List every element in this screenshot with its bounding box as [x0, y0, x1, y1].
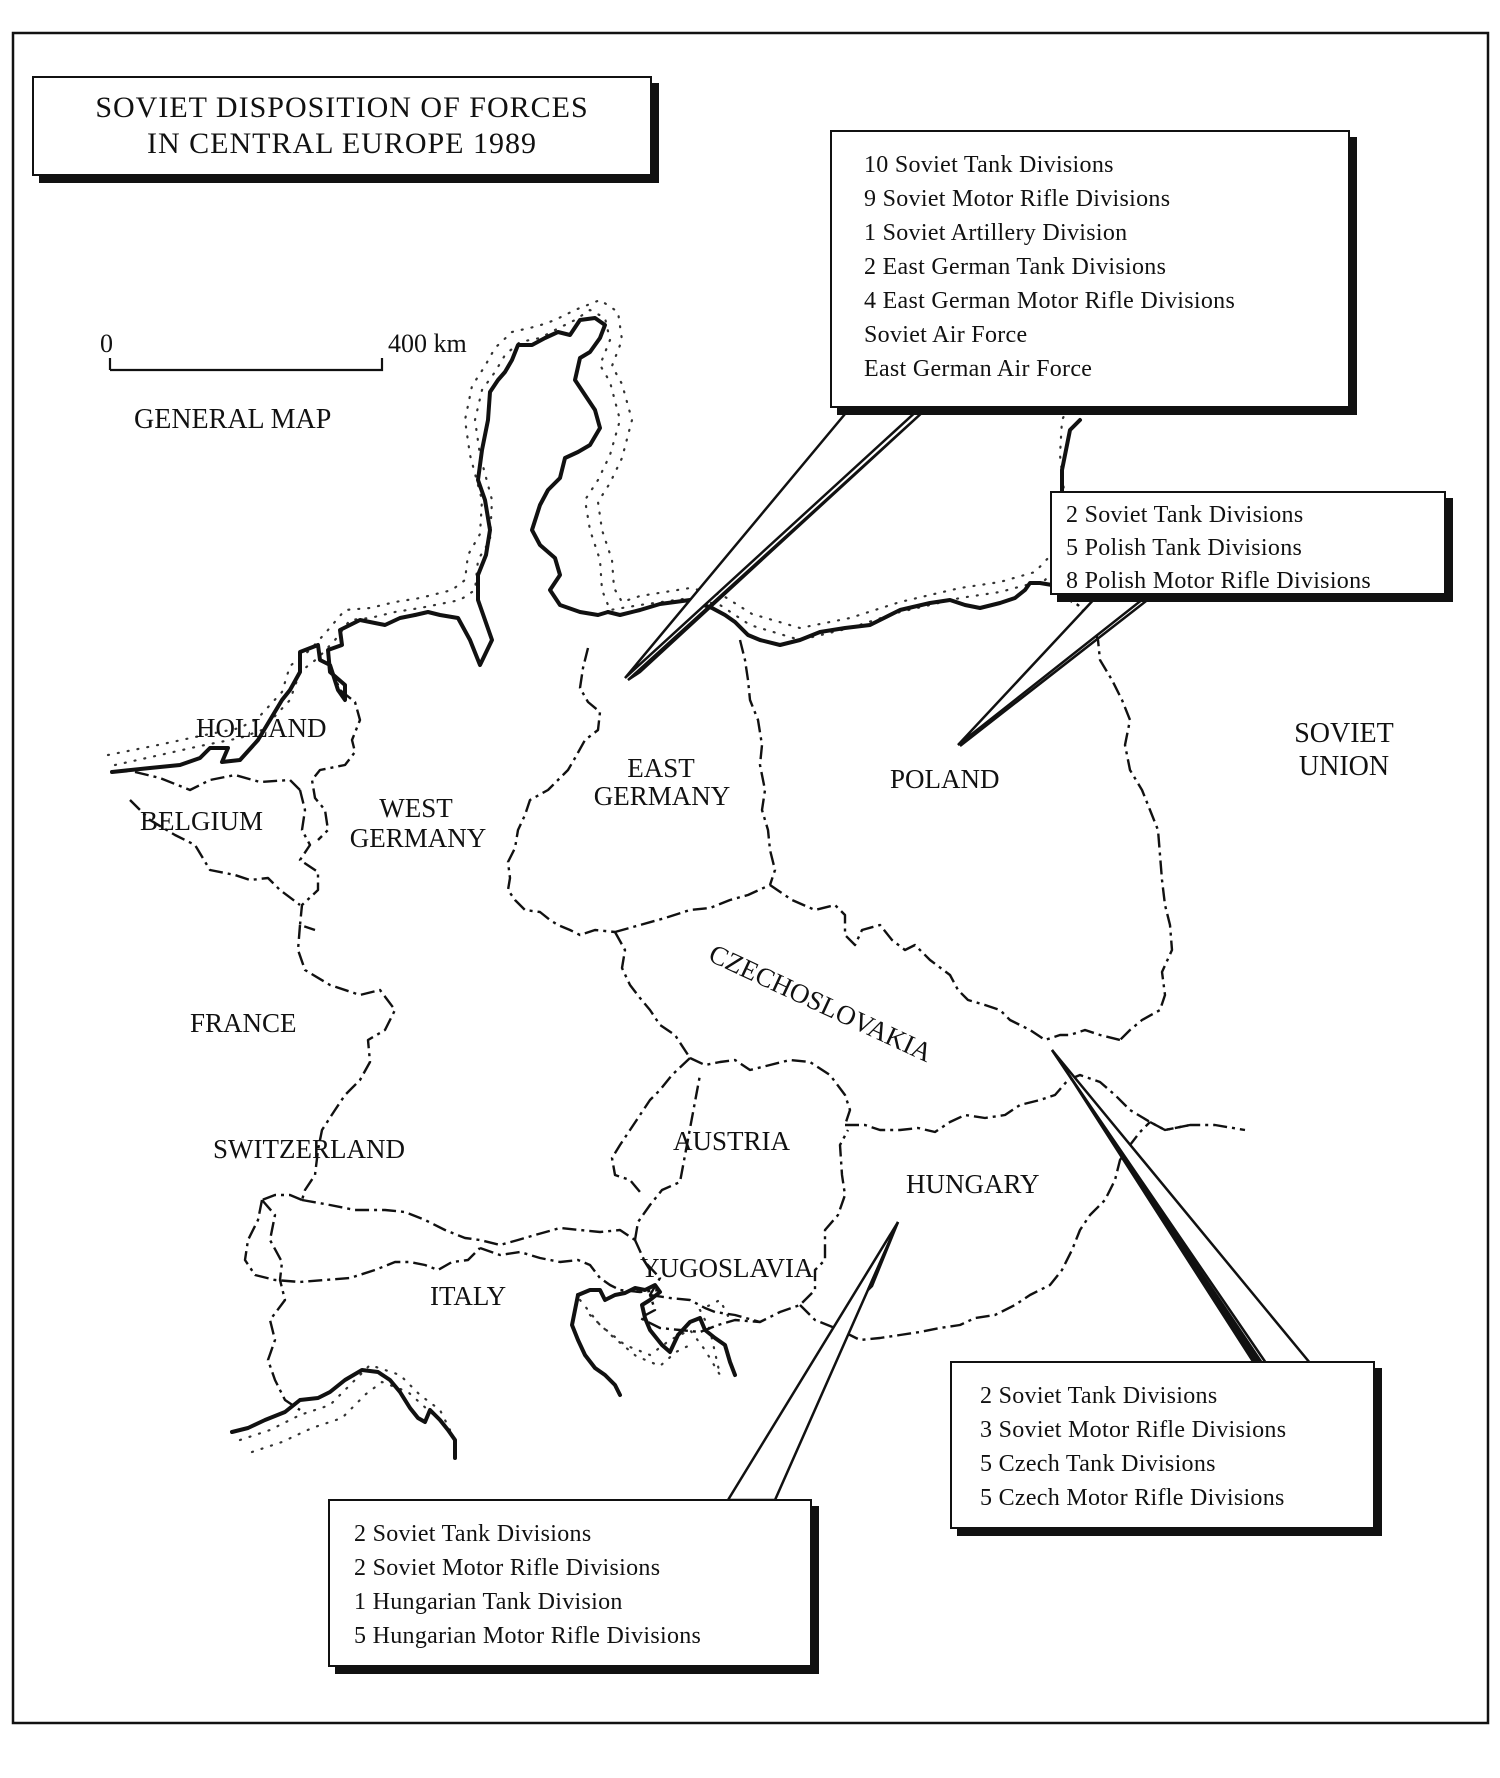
pointer-east-germany: [625, 408, 920, 678]
callout-hungary: [328, 1499, 812, 1667]
callout-line: 8 Polish Motor Rifle Divisions: [1066, 568, 1372, 594]
label-holland: HOLLAND: [196, 713, 327, 743]
label-poland: POLAND: [890, 764, 1000, 794]
border-austria-west-inner: [612, 1058, 690, 1192]
border-eg-czech: [615, 885, 770, 932]
title-line-2: IN CENTRAL EUROPE 1989: [146, 127, 538, 160]
border-italy-france: [262, 1200, 300, 1410]
label-yugoslavia: YUGOSLAVIA: [640, 1253, 814, 1283]
callout-line: 5 Czech Motor Rifle Divisions: [980, 1485, 1285, 1511]
coast-jutland: [415, 318, 608, 665]
callout-line: 2 Soviet Tank Divisions: [980, 1383, 1218, 1409]
label-austria: AUSTRIA: [673, 1126, 791, 1156]
border-austria-inner: [635, 1130, 848, 1332]
callout-poland: [1050, 491, 1446, 595]
title-box: [32, 76, 652, 176]
pointer-czech-shadow: [1052, 1050, 1262, 1363]
callout-line: 1 Soviet Artillery Division: [864, 220, 1128, 246]
border-wg-austria: [302, 1200, 635, 1245]
callout-line: 2 Soviet Tank Divisions: [354, 1521, 592, 1547]
border-holland-germany: [312, 665, 360, 840]
callout-line: 5 Hungarian Motor Rifle Divisions: [354, 1623, 702, 1649]
label-soviet-union-2: UNION: [1298, 751, 1390, 782]
label-west-germany-2: GERMANY: [349, 823, 487, 853]
callout-line: 1 Hungarian Tank Division: [354, 1589, 623, 1615]
coast-adriatic-italy: [232, 1370, 455, 1458]
label-france: FRANCE: [190, 1008, 297, 1038]
border-austria-north: [635, 1075, 700, 1240]
coast-yugoslavia: [578, 1285, 735, 1375]
callout-line: 2 Soviet Motor Rifle Divisions: [354, 1555, 661, 1581]
border-italy-austria: [480, 1248, 660, 1292]
pointer-poland: [958, 595, 1148, 745]
callout-czechoslovakia: [950, 1361, 1375, 1529]
coast-yugo-inner: [572, 1295, 620, 1395]
callout-line: Soviet Air Force: [864, 322, 1028, 348]
label-soviet-union-1: SOVIET: [1294, 718, 1394, 749]
general-map-label: GENERAL MAP: [134, 404, 332, 435]
callout-east-germany: [830, 130, 1350, 408]
pointer-hungary-shadow: [868, 1222, 898, 1290]
pointer-poland-shadow: [960, 598, 1150, 746]
border-eg-poland: [740, 640, 775, 885]
label-switzerland: SWITZERLAND: [213, 1134, 405, 1164]
callout-line: East German Air Force: [864, 356, 1093, 382]
callout-line: 5 Czech Tank Divisions: [980, 1451, 1216, 1477]
border-swiss-france: [262, 1195, 302, 1200]
label-west-germany-1: WEST: [379, 793, 453, 823]
callout-line: 5 Polish Tank Divisions: [1066, 535, 1303, 561]
border-czech-austria: [690, 1058, 850, 1125]
label-czechoslovakia: CZECHOSLOVAKIA: [704, 938, 937, 1068]
border-poland-east: [1060, 595, 1172, 1040]
callout-line: 2 East German Tank Divisions: [864, 254, 1167, 280]
label-hungary: HUNGARY: [906, 1169, 1040, 1199]
sea-stipple: [108, 300, 1072, 1452]
border-switzerland: [245, 1200, 480, 1282]
pointer-czech: [1052, 1050, 1310, 1363]
label-east-germany-1: EAST: [627, 753, 695, 783]
coast-baltic: [608, 583, 1052, 645]
pointer-east-germany-shadow: [628, 410, 925, 680]
label-belgium: BELGIUM: [140, 806, 263, 836]
callout-line: 10 Soviet Tank Divisions: [864, 152, 1114, 178]
scale-start-label: 0: [100, 329, 113, 358]
border-czech-hungary: [845, 1075, 1245, 1132]
callout-line: 2 Soviet Tank Divisions: [1066, 502, 1304, 528]
callout-line: 9 Soviet Motor Rifle Divisions: [864, 186, 1171, 212]
scale-end-label: 400 km: [388, 329, 467, 358]
label-italy: ITALY: [430, 1281, 507, 1311]
border-wg-czech: [615, 932, 690, 1058]
border-belgium-germany: [300, 790, 318, 930]
title-line-1: SOVIET DISPOSITION OF FORCES: [95, 91, 589, 124]
label-east-germany-2: GERMANY: [593, 781, 731, 811]
callout-line: 4 East German Motor Rifle Divisions: [864, 288, 1236, 314]
callout-line: 3 Soviet Motor Rifle Divisions: [980, 1417, 1287, 1443]
scale-bar: [110, 358, 382, 370]
coastlines: [112, 318, 1080, 1458]
border-holland-belgium: [135, 772, 300, 790]
coast-north-sea: [112, 615, 415, 772]
